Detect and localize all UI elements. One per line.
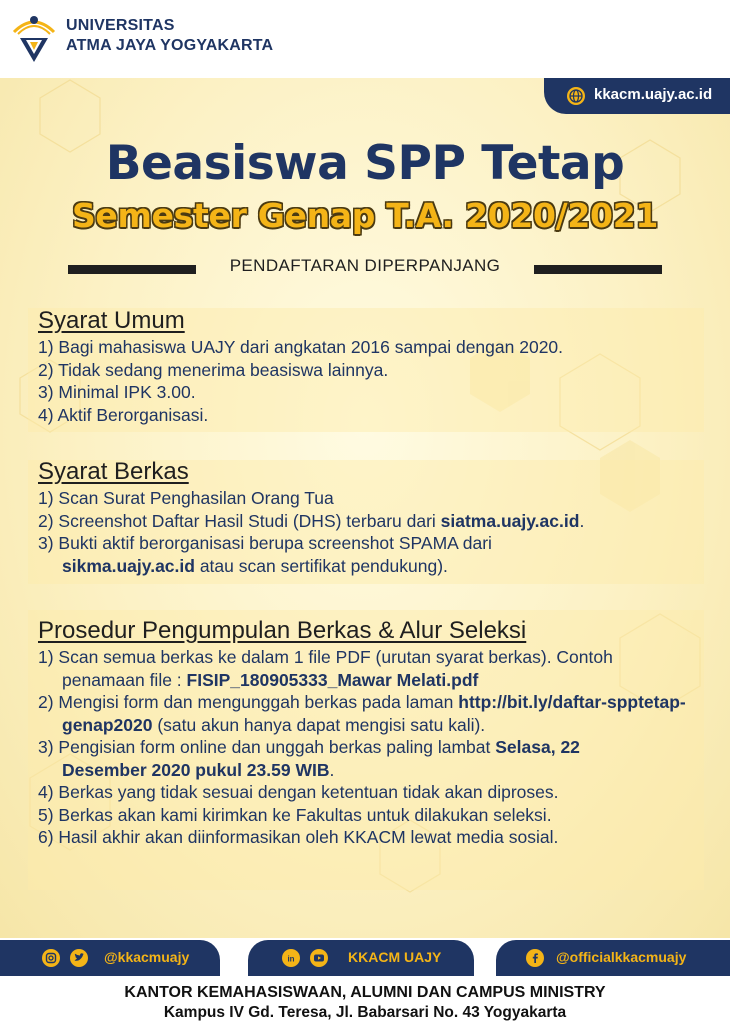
deadline: Selasa, 22 Desember 2020 pukul 23.59 WIB [62,737,580,780]
university-line1: UNIVERSITAS [66,17,175,34]
list-item [38,510,688,533]
office-address: Kampus IV Gd. Teresa, Jl. Babarsari No. 43 Yogyakarta [163,1004,567,1021]
prosedur-heading: Prosedur Pengumpulan Berkas & Alur Seleksi [38,617,527,644]
social-line-youtube[interactable] [248,940,474,976]
globe-icon [566,86,586,106]
university-logo [10,10,58,66]
poster-title: Beasiswa SPP Tetap [105,136,625,191]
instagram-icon [42,949,60,967]
item-text: (satu akun hanya dapat mengisi satu kali). [152,714,486,735]
svg-text:in: in [287,954,295,964]
list-item [38,646,662,691]
list-item [38,532,582,577]
item-text: . [579,510,585,531]
poster-body [0,78,730,938]
social-handle-twitter: @kkacmuajy [104,949,190,965]
list-item: 4) Aktif Berorganisasi. [38,404,209,425]
list-item: 4) Berkas yang tidak sesuai dengan ketentuan tidak akan diproses. [38,782,559,802]
prosedur-list [38,646,688,849]
divider-left [68,265,196,274]
item-text: . [329,759,335,780]
youtube-icon [310,949,328,967]
item-text: 2) Mengisi form dan mengunggah berkas pada laman [38,692,459,712]
form-link[interactable]: http://bit.ly/daftar-spptetap-genap2020 [62,692,686,735]
list-item: 5) Berkas akan kami kirimkan ke Fakultas untuk dilakukan seleksi. [38,804,552,825]
website-badge[interactable] [544,78,730,114]
university-name [66,16,273,56]
syarat-berkas-list [38,487,688,577]
list-item: 6) Hasil akhir akan diinformasikan oleh KKACM lewat media sosial. [38,827,559,847]
poster-subtitle: Semester Genap T.A. 2020/2021 [71,196,659,235]
extension-label: PENDAFTARAN DIPERPANJANG [229,256,501,275]
office-name: KANTOR KEMAHASISWAAN, ALUMNI DAN CAMPUS MINISTRY [124,984,606,1001]
list-item: 3) Minimal IPK 3.00. [38,382,196,402]
syarat-berkas-heading: Syarat Berkas [38,458,189,485]
list-item [38,691,690,736]
social-handle-line: KKACM UAJY [348,949,442,965]
website-url: kkacm.uajy.ac.id [594,86,713,103]
siatma-link[interactable]: siatma.uajy.ac.id [440,510,580,531]
social-instagram-twitter[interactable] [0,940,220,976]
list-item: 1) Scan Surat Penghasilan Orang Tua [38,488,334,508]
syarat-umum-heading: Syarat Umum [38,307,185,334]
section-prosedur [38,616,688,849]
university-line2: ATMA JAYA YOGYAKARTA [66,37,274,54]
section-syarat-umum [38,306,698,426]
item-text: atau scan sertifikat pendukung). [194,555,448,576]
list-item [38,736,622,781]
list-item: 1) Bagi mahasiswa UAJY dari angkatan 2016 sampai dengan 2020. [38,337,564,357]
twitter-icon [70,949,88,967]
item-text: 2) Screenshot Daftar Hasil Studi (DHS) terbaru dari [38,510,441,531]
sikma-link[interactable]: sikma.uajy.ac.id [62,555,195,576]
facebook-icon [526,949,544,967]
filename-example: FISIP_180905333_Mawar Melati.pdf [186,669,479,690]
list-item: 2) Tidak sedang menerima beasiswa lainnya. [38,359,389,380]
item-text: 3) Pengisian form online dan unggah berkas paling lambat [38,737,496,757]
item-text: 3) Bukti aktif berorganisasi berupa screenshot SPAMA dari [38,533,492,553]
header [0,0,730,78]
divider-right [534,265,662,274]
section-syarat-berkas [38,457,688,577]
item-text: 1) Scan semua berkas ke dalam 1 file PDF (urutan syarat berkas). Contoh penamaan file : [38,647,613,690]
line-icon [282,949,300,967]
syarat-umum-list [38,336,698,426]
social-handle-facebook: @officialkkacmuajy [556,949,687,965]
social-facebook[interactable] [496,940,730,976]
